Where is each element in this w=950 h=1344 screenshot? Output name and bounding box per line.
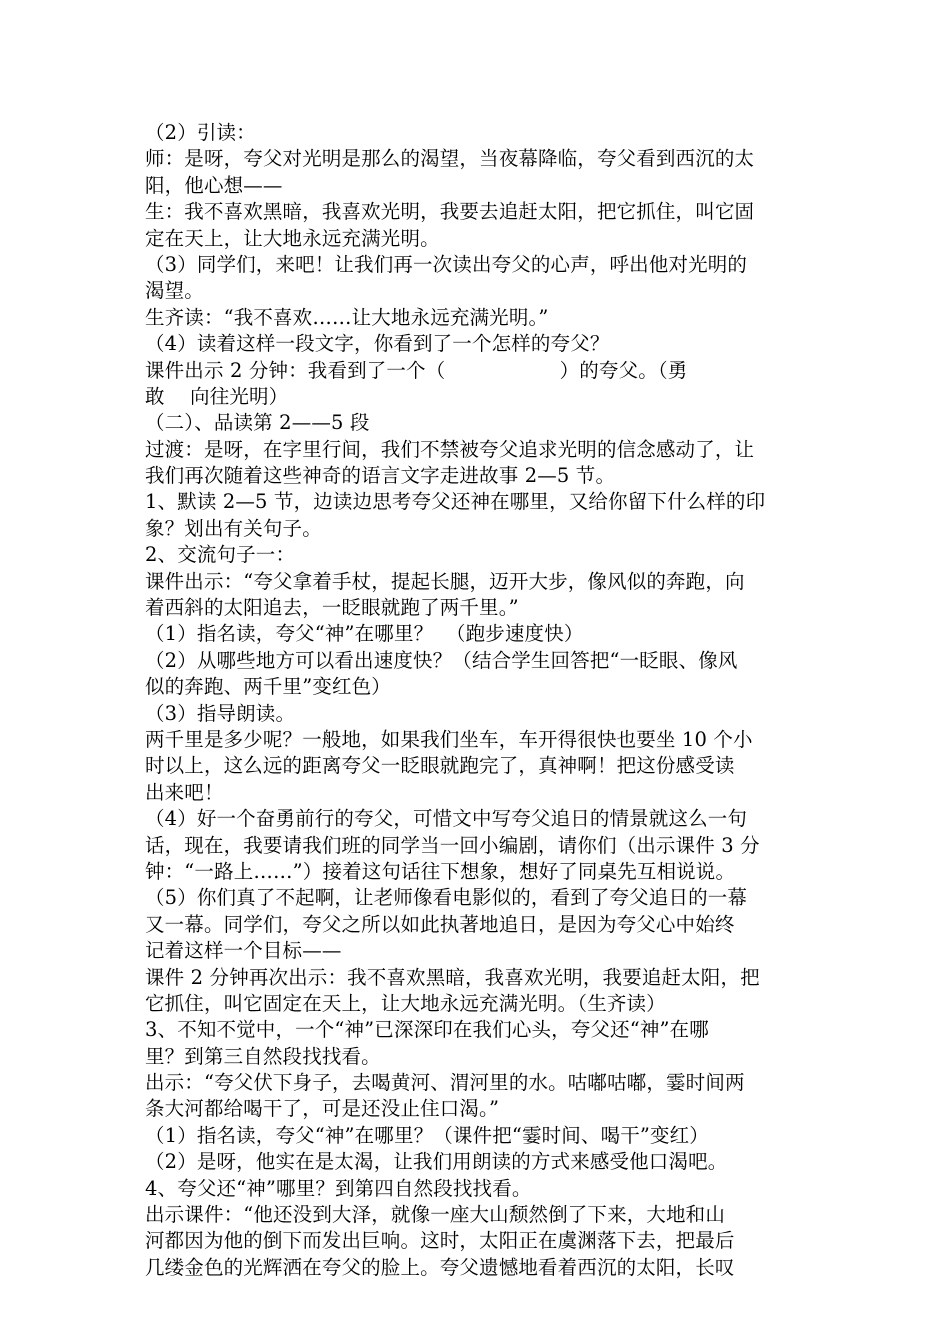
text-line: 又一幕。同学们，夸父之所以如此执著地追日，是因为夸父心中始终 [145, 912, 735, 936]
text-line: 话，现在，我要请我们班的同学当一回小编剧，请你们（出示课件 3 分 [145, 833, 760, 857]
text-line: 阳，他心想—— [145, 173, 283, 197]
text-line: 出示课件：“他还没到大泽，就像一座大山颓然倒了下来，大地和山 [145, 1203, 725, 1227]
text-line: 象？划出有关句子。 [145, 516, 322, 540]
text-line: 课件 2 分钟再次出示：我不喜欢黑暗，我喜欢光明，我要追赶太阳，把 [145, 965, 760, 989]
document-page [145, 120, 810, 1281]
text-line: （2）是呀，他实在是太渴，让我们用朗读的方式来感受他口渴吧。 [145, 1150, 728, 1174]
text-line: 里？到第三自然段找找看。 [145, 1044, 381, 1068]
text-line: 过渡：是呀，在字里行间，我们不禁被夸父追求光明的信念感动了，让 [145, 437, 755, 461]
text-line: （2）引读： [145, 121, 256, 144]
text-line: 1、默读 2—5 节，边读边思考夸父还神在哪里，又给你留下什么样的印 [145, 490, 766, 514]
text-line: 两千里是多少呢？一般地，如果我们坐车，车开得很快也要坐 10 个小 [145, 727, 753, 751]
text-line: 师：是呀，夸父对光明是那么的渴望，当夜幕降临，夸父看到西沉的太 [145, 147, 755, 171]
section-heading: （二）、品读第 2——5 段 [145, 411, 370, 435]
text-line: （4）好一个奋勇前行的夸父，可惜文中写夸父追日的情景就这么一句 [145, 807, 748, 831]
text-line: 4、夸父还“神”哪里？到第四自然段找找看。 [145, 1176, 532, 1200]
text-line: 几缕金色的光辉洒在夸父的脸上。夸父遗憾地看着西沉的太阳，长叹 [145, 1255, 735, 1279]
text-line: 课件出示 2 分钟：我看到了一个（ ）的夸父。（勇 [145, 358, 688, 382]
text-line: （4）读着这样一段文字，你看到了一个怎样的夸父？ [145, 332, 610, 356]
text-line: 出示：“夸父伏下身子，去喝黄河、渭河里的水。咕嘟咕嘟，霎时间两 [145, 1071, 745, 1095]
text-line: 2、交流句子一： [145, 543, 296, 567]
text-line: （1）指名读，夸父“神”在哪里？ （跑步速度快） [145, 622, 584, 646]
text-line: （5）你们真了不起啊，让老师像看电影似的，看到了夸父追日的一幕 [145, 886, 748, 910]
text-line: 河都因为他的倒下而发出巨响。这时，太阳正在虞渊落下去，把最后 [145, 1229, 735, 1253]
text-line: （2）从哪些地方可以看出速度快？（结合学生回答把“一眨眼、像风 [145, 648, 738, 672]
text-line: 记着这样一个目标—— [145, 939, 342, 963]
text-line: 定在天上，让大地永远充满光明。 [145, 226, 440, 250]
text-line: （3）同学们，来吧！让我们再一次读出夸父的心声，呼出他对光明的 [145, 252, 748, 276]
text-line: 我们再次随着这些神奇的语言文字走进故事 2—5 节。 [145, 464, 616, 488]
text-line: 敢 向往光明） [145, 384, 289, 408]
text-line: 着西斜的太阳追去，一眨眼就跑了两千里。” [145, 596, 519, 620]
text-line: （3）指导朗读。 [145, 701, 296, 725]
text-line: 似的奔跑、两千里”变红色） [145, 675, 391, 699]
text-line: 生齐读：“我不喜欢……让大地永远充满光明。” [145, 305, 549, 329]
text-line: 课件出示：“夸父拿着手杖，提起长腿，迈开大步，像风似的奔跑，向 [145, 569, 745, 593]
text-line: 它抓住，叫它固定在天上，让大地永远充满光明。（生齐读） [145, 991, 666, 1015]
text-line: 钟：“一路上……”）接着这句话往下想象，想好了同桌先互相说说。 [145, 859, 736, 883]
text-line: 3、不知不觉中，一个“神”已深深印在我们心头，夸父还“神”在哪 [145, 1018, 709, 1042]
text-line: 时以上，这么远的距离夸父一眨眼就跑完了，真神啊！把这份感受读 [145, 754, 735, 778]
text-line: （1）指名读，夸父“神”在哪里？（课件把“霎时间、喝干”变红） [145, 1123, 709, 1147]
text-line: 渴望。 [145, 279, 204, 303]
text-line: 出来吧！ [145, 780, 224, 804]
text-line: 生：我不喜欢黑暗，我喜欢光明，我要去追赶太阳，把它抓住，叫它固 [145, 200, 755, 224]
text-line: 条大河都给喝干了，可是还没止住口渴。” [145, 1097, 500, 1121]
